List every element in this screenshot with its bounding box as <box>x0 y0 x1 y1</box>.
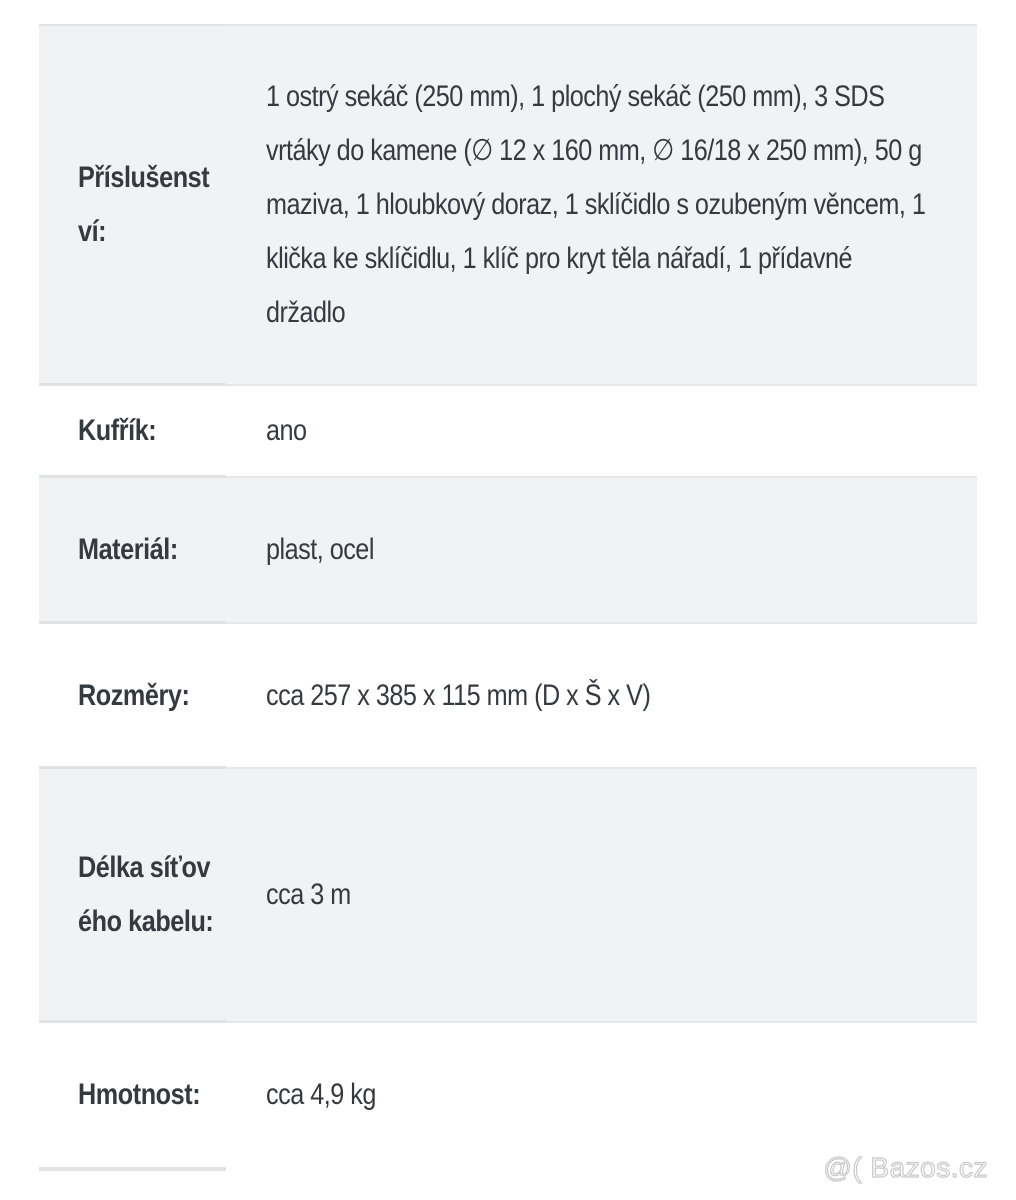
spec-label <box>39 151 226 259</box>
spec-value <box>226 523 977 577</box>
spec-row-weight <box>39 1023 977 1167</box>
spec-label <box>39 669 226 723</box>
spec-row-accessories <box>39 26 977 386</box>
spec-row-case <box>39 386 977 478</box>
spec-value <box>226 669 977 723</box>
spec-value-text: cca 3 m <box>266 878 351 911</box>
spec-value <box>226 1068 977 1122</box>
spec-value-text: plast, ocel <box>266 533 374 566</box>
spec-row-material <box>39 478 977 624</box>
spec-value <box>226 70 977 340</box>
spec-label-text: Materiál: <box>78 533 178 566</box>
spec-label-text: Příslušenství: <box>78 161 210 248</box>
spec-label-text: Kufřík: <box>78 414 157 447</box>
spec-label <box>39 404 226 458</box>
bazos-watermark: @( Bazos.cz <box>823 1152 988 1183</box>
spec-label <box>39 523 226 577</box>
spec-value-text: 1 ostrý sekáč (250 mm), 1 plochý sekáč (250 mm), 3 SDS vrtáky do kamene (∅ 12 x 160 mm, ∅ 16/18 x 250 mm), 50 g maziva, 1 hloubkový doraz, 1 sklíčidlo s ozubeným věncem, 1 klička ke sklíčidlu, 1 klíč pro kryt těla nářadí, 1 přídavné držadlo <box>266 80 926 329</box>
spec-value-text: ano <box>266 414 307 447</box>
spec-value <box>226 868 977 922</box>
spec-row-dimensions <box>39 624 977 769</box>
spec-value-text: cca 4,9 kg <box>266 1078 376 1111</box>
spec-label <box>39 1068 226 1122</box>
specification-table <box>39 24 977 1167</box>
spec-label-text: Hmotnost: <box>78 1078 201 1111</box>
spec-label-text: Rozměry: <box>78 678 190 712</box>
spec-row-cable-length <box>39 769 977 1023</box>
spec-label-text: Délka síťového kabelu: <box>78 851 214 938</box>
spec-value-text: cca 257 x 385 x 115 mm (D x Š x V) <box>266 678 651 712</box>
spec-label <box>39 841 226 949</box>
spec-value <box>226 404 977 458</box>
